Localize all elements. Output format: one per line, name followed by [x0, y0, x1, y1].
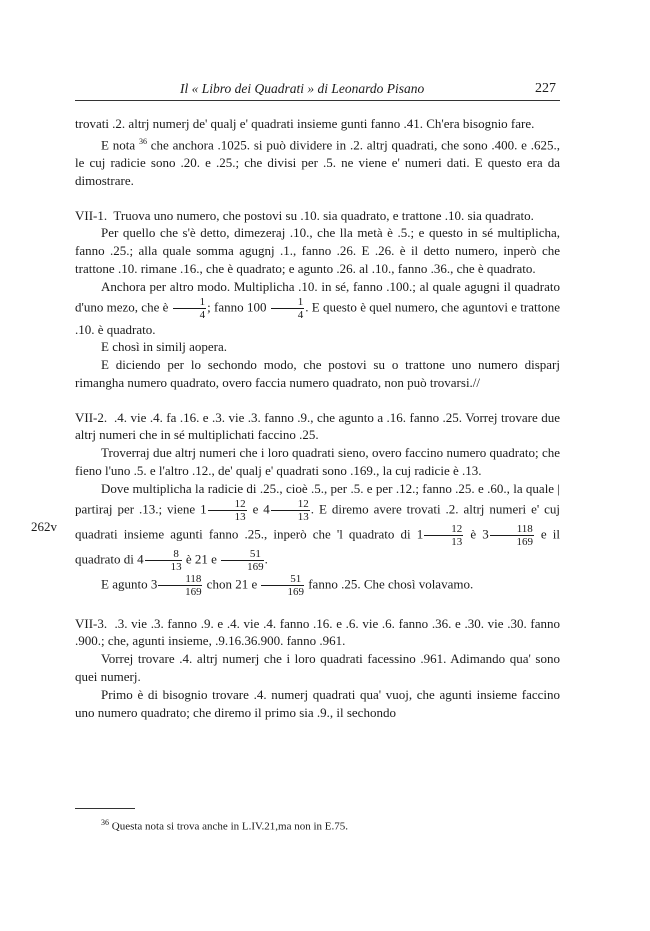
running-title: Il « Libro dei Quadrati » di Leonardo Pisano [180, 81, 425, 96]
fraction: $\frac{118}{169}$ [158, 573, 202, 598]
fraction: $\frac{1}{4}$ [173, 296, 207, 321]
paragraph: E diciendo per lo sechondo modo, che postovi su o trattone uno numero disparj rimangha numero quadrato, overo faccia numero quadrato, non può trovarsi.// [75, 357, 560, 390]
section-vii-2-statement: VII-2. .4. vie .4. fa .16. e .3. vie .3. fanno .9., che agunto a .16. fanno .25. Vorrej trovare due altrj numeri che in sé multiplichati faccino .25. [75, 409, 560, 443]
section-heading: VII-1. [75, 207, 108, 223]
fraction: $\frac{51}{169}$ [261, 573, 304, 598]
paragraph: Vorrej trovare .4. altrj numerj che i loro quadrati facessino .961. Adimando qua' sono quei numerj. [75, 651, 560, 685]
footnote-ref[interactable]: 36 [138, 136, 147, 146]
footnote-rule [75, 808, 135, 809]
fraction: $\frac{8}{13}$ [145, 548, 182, 573]
footnote-text: Questa nota si trova anche in L.IV.21,ma non in E.75. [111, 820, 348, 833]
paragraph: Primo è di bisognio trovare .4. numerj quadrati qua' vuoj, che agunti insieme faccino uno numero quadrato; che diremo il primo sia .9., il sechondo [75, 686, 560, 720]
fraction: $\frac{118}{169}$ [490, 523, 534, 548]
running-head [75, 80, 560, 101]
paragraph: E agunto 3 $\frac{118}{169}$ chon 21 e $\frac{51}{169}$ fanno .25. Che chosì volavamo. [101, 572, 474, 598]
book-page [31, 0, 561, 931]
section-heading: VII-2. [75, 409, 108, 425]
section-vii-1-statement: VII-1. Truova uno numero, che postovi su .10. sia quadrato, e trattone .10. sia quadrato. [75, 207, 534, 223]
paragraph: Troverraj due altrj numeri che i loro quadrati sieno, overo faccino numero quadrato; che fieno l'uno .5. e l'altro .12., de' qualj e' quadrati sono .169., la cuj radicie è .13. [75, 445, 560, 479]
footnote-number: 36 [101, 818, 109, 827]
fraction: $\frac{12}{13}$ [208, 498, 247, 523]
section-heading: VII-3. [75, 615, 108, 631]
paragraph: trovati .2. altrj numerj de' qualj e' quadrati insieme gunti fanno .41. Ch'era bisognio fare. [75, 116, 535, 131]
page-number: 227 [535, 81, 556, 96]
fraction: $\frac{12}{13}$ [271, 498, 310, 523]
section-vii-3-statement: VII-3. .3. vie .3. fanno .9. e .4. vie .4. fanno .16. e .6. vie .6. fanno .36. e .30. vie .30. fanno .900.; che, agunti insieme, .9.16.36.900. fanno .961. [75, 615, 561, 649]
fraction: $\frac{1}{4}$ [271, 296, 305, 321]
paragraph: Anchora per altro modo. Multiplicha .10. in sé, fanno .100.; al quale agugni il quadrato d'uno mezo, che è $\frac{1}{4}$ ; fanno 100 $\frac{1}{4}$ . E questo è quel numero, che aguntovi e trattone .10. è quadrato. [75, 278, 560, 337]
paragraph: E nota $^{36}$ che anchora .1025. si può dividere in .2. altrj quadrati, che sono .400. e .625., le cuj radicie sono .20. e .25.; che divisi per .5. ne viene e' numeri dati. E questo era da dimostrare. [75, 136, 561, 188]
folio-marker: 262v [31, 518, 57, 534]
fraction: $\frac{12}{13}$ [424, 523, 463, 548]
footnote [101, 818, 561, 833]
paragraph: Per quello che s'è detto, dimezeraj .10., che lla metà è .5.; e questo in sé multiplicha, fanno .25.; alla quale somma agugnj .1., fanno .26. E .26. è il detto numero, inperò che trattone .10. rimane .16., che è quadrato; e agunto .26. al .10., fanno .36., che è quadrato. [75, 225, 560, 276]
body-text [31, 115, 561, 721]
paragraph: Dove multiplicha la radicie di .25., cioè .5., per .5. e per .12.; fanno .25. 262v e .60., la quale | partiraj per .13.; viene 1 $\frac{12}{13}$ e 4 $\frac{12}{13}$ . E diremo avere trovati .2. altrj numeri e' cuj quadrati insieme agunti fanno .25., inperò che 'l quadrato di 1 $\frac{12}{13}$ è 3 $\frac{118}{169}$ e il quadrato di 4 $\frac{8}{13}$ è 21 e $\frac{51}{169}$ . [75, 480, 560, 573]
fraction: $\frac{51}{169}$ [221, 548, 264, 573]
paragraph: E chosì in similj aopera. [101, 339, 228, 355]
